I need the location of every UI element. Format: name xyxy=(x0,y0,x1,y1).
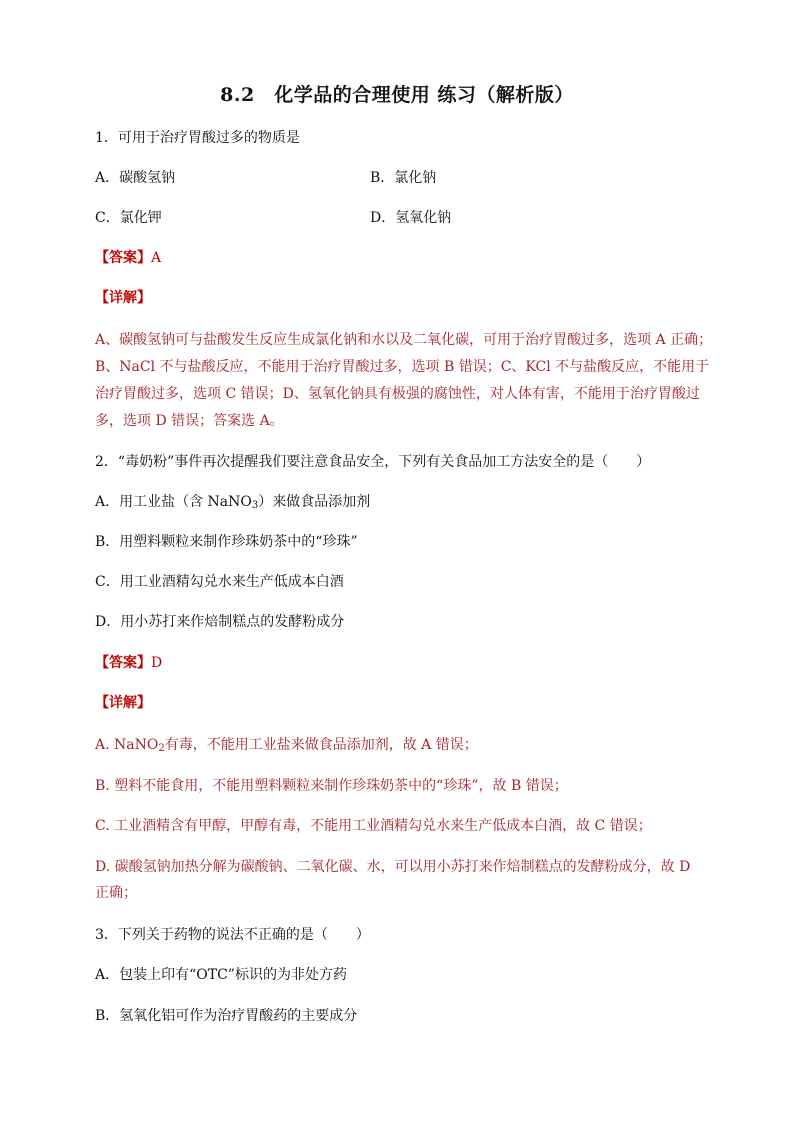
q1-explain-line: A、碳酸氢钠可与盐酸发生反应生成氯化钠和水以及二氧化碳，可用于治疗胃酸过多，选项 A 正确； xyxy=(95,332,713,348)
answer-value: D xyxy=(151,655,163,671)
q2-option-c: C．用工业酒精勾兑水来生产低成本白酒 xyxy=(95,574,344,590)
q2-option-d: D．用小苏打来作焙制糕点的发酵粉成分 xyxy=(95,614,345,630)
q2-detail-label: 【详解】 xyxy=(95,695,151,711)
q2-explain-c: C. 工业酒精含有甲醇，甲醇有毒，不能用工业酒精勾兑水来生产低成本白酒，故 C 错误； xyxy=(95,818,652,834)
q2-explain-a-subscript: 2 xyxy=(158,743,165,754)
q2-explain-a xyxy=(95,735,478,759)
q3-option-b: B．氢氧化铝可作为治疗胃酸药的主要成分 xyxy=(95,1008,358,1024)
q1-option-c: C．氯化钾 xyxy=(95,210,162,226)
q3-option-a: A．包装上印有“OTC”标识的为非处方药 xyxy=(95,967,347,983)
q2-explain-a-text: A. NaNO xyxy=(95,737,159,753)
answer-label: 【答案】 xyxy=(95,250,151,266)
q1-option-d: D．氢氧化钠 xyxy=(370,210,452,226)
answer-label: 【答案】 xyxy=(95,655,151,671)
q1-explain-line: B、NaCl 不与盐酸反应，不能用于治疗胃酸过多，选项 B 错误；C、KCl 不与盐酸反应，不能用于 xyxy=(95,359,710,375)
q2-option-a xyxy=(95,492,370,516)
q2-option-a-text-tail: ）来做食品添加剂 xyxy=(258,494,371,510)
q2-option-a-subscript: 3 xyxy=(251,500,259,511)
q2-explain-b: B. 塑料不能食用，不能用塑料颗粒来制作珍珠奶茶中的“珍珠”，故 B 错误； xyxy=(95,778,568,794)
q2-explain-d-cont: 正确； xyxy=(95,885,137,901)
q1-stem: 1．可用于治疗胃酸过多的物质是 xyxy=(95,130,300,146)
q1-option-b: B．氯化钠 xyxy=(370,170,437,186)
q1-explain-line: 多，选项 D 错误；答案选 A。 xyxy=(95,413,284,429)
q3-stem: 3．下列关于药物的说法不正确的是（ ） xyxy=(95,927,370,943)
q1-detail-label: 【详解】 xyxy=(95,290,151,306)
q2-answer xyxy=(95,653,162,673)
q2-explain-d: D. 碳酸氢钠加热分解为碳酸钠、二氧化碳、水，可以用小苏打来作焙制糕点的发酵粉成分，故 D xyxy=(95,859,691,875)
q2-stem: 2．“毒奶粉”事件再次提醒我们要注意食品安全，下列有关食品加工方法安全的是（ ） xyxy=(95,454,651,470)
page-title: 8.2 化学品的合理使用 练习（解析版） xyxy=(220,84,574,106)
q2-explain-a-text-tail: 有毒，不能用工业盐来做食品添加剂，故 A 错误； xyxy=(164,737,478,753)
q2-option-b: B．用塑料颗粒来制作珍珠奶茶中的“珍珠” xyxy=(95,534,358,550)
answer-value: A xyxy=(151,250,162,266)
q1-explain-line: 治疗胃酸过多，选项 C 错误；D、氢氧化钠具有极强的腐蚀性，对人体有害，不能用于治疗胃酸过 xyxy=(95,386,700,402)
q1-answer xyxy=(95,248,161,268)
q2-option-a-text: A．用工业盐（含 NaNO xyxy=(95,494,252,510)
q1-option-a: A．碳酸氢钠 xyxy=(95,170,176,186)
